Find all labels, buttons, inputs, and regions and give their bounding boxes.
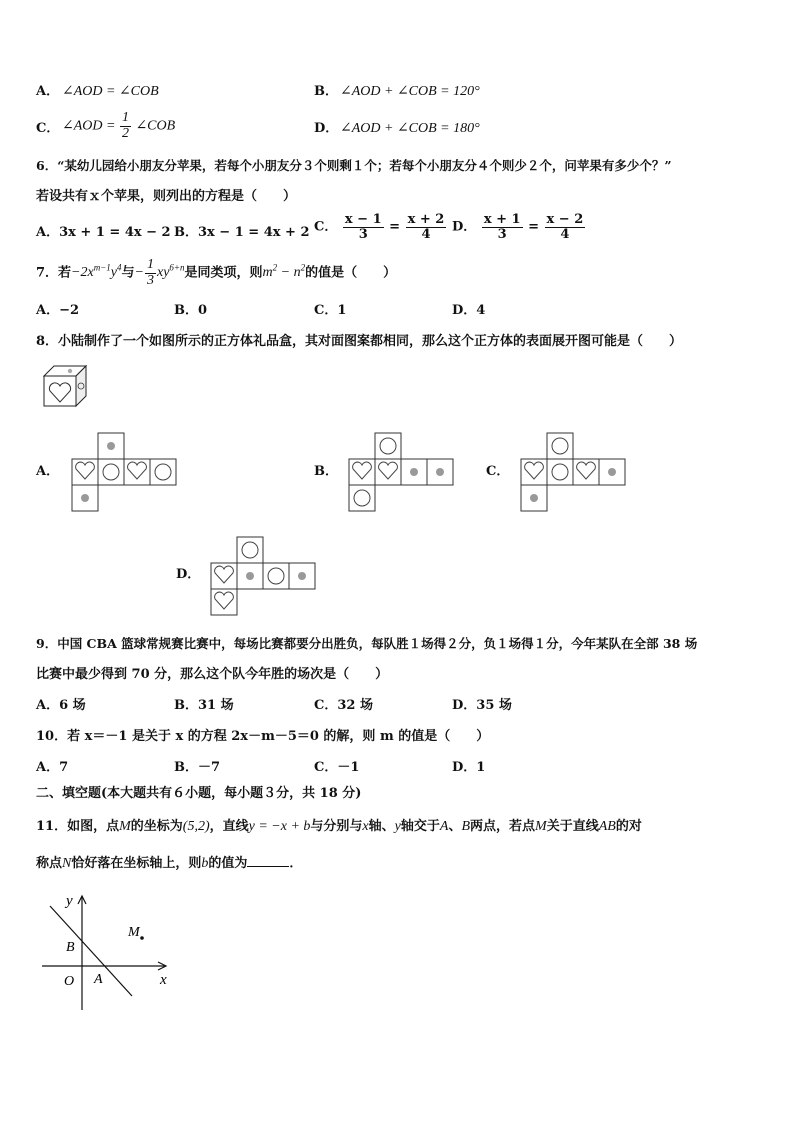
q9-stem-line1: 9．中国 CBA 篮球常规赛比赛中，每场比赛都要分出胜负，每队胜１场得２分，负１场得１分，今年某队在全部 38 场	[36, 636, 698, 651]
q10-option-a: A．7	[36, 760, 69, 775]
cube-net-d	[210, 536, 318, 616]
q7-option-a: A．−2	[36, 303, 80, 318]
q8-option-a-label: A．	[36, 464, 60, 479]
q10-option-b: B．－7	[174, 760, 221, 775]
q10-option-d: D．1	[452, 760, 486, 775]
q5-option-d-letter: D．	[314, 121, 339, 136]
point-m	[140, 936, 144, 940]
q6-option-a: A．3x + 1 = 4x − 2	[36, 225, 171, 240]
q8-option-d-label: D．	[176, 567, 201, 582]
q9-option-b: B．31 场	[174, 698, 234, 713]
sun-icon	[530, 494, 538, 502]
q6-option-b: B．3x − 1 = 4x + 2	[174, 225, 310, 240]
q9-option-d: D．35 场	[452, 698, 512, 713]
q9-option-a: A．6 场	[36, 698, 86, 713]
q5-option-c-letter: C．	[36, 121, 60, 136]
q6-option-c: C． $\frac{x - 1}{3}$ = $\frac{x + 2}{4}$	[314, 212, 445, 242]
cube-net-b	[348, 432, 456, 512]
q6-stem-line1: 6．“某幼儿园给小朋友分苹果，若每个小朋友分３个则剩１个；若每个小朋友分４个则少２个，问苹果有多少个？”	[36, 158, 672, 173]
sun-icon	[68, 369, 72, 373]
sun-icon	[436, 468, 444, 476]
sun-icon	[107, 442, 115, 450]
label-b: B	[66, 940, 75, 955]
label-x: x	[160, 972, 167, 988]
sun-icon	[608, 468, 616, 476]
q8-stem: 8．小陆制作了一个如图所示的正方体礼品盒，其对面图案都相同，那么这个正方体的表面展开图可能是（ ）	[36, 334, 683, 349]
cube-net-a	[71, 432, 179, 512]
answer-blank[interactable]	[247, 854, 289, 867]
section-title: 二、填空题(本大题共有６小题，每小题３分，共 18 分)	[36, 786, 362, 801]
q11-stem-line1: 11．如图，点M的坐标为(5,2)，直线y = −x + b与分别与x轴、y轴交于A、B两点，若点M关于直线AB的对	[36, 819, 642, 834]
fraction: $\frac{1}{2}$	[121, 110, 129, 141]
q5-option-b-letter: B．	[314, 84, 338, 99]
q8-option-b-label: B．	[314, 464, 338, 479]
sun-icon	[81, 494, 89, 502]
q7-stem: 7．若$-2x^{m-1}y^4$与− $\frac{1}{3}$ $xy^{6+n}$是同类项，则$m^2 - n^2$的值是（ ）	[36, 257, 397, 288]
q11-stem-line2: 称点N恰好落在坐标轴上，则b的值为 ．	[36, 856, 303, 871]
label-y: y	[66, 893, 73, 909]
q11-coordinate-figure	[36, 888, 176, 1016]
q7-option-c: C．1	[314, 303, 347, 318]
q6-stem-line2: 若设共有ｘ个苹果，则列出的方程是（ ）	[36, 189, 297, 204]
q7-option-d: D．4	[452, 303, 486, 318]
q6-option-d: D． $\frac{x + 1}{3}$ = $\frac{x - 2}{4}$	[452, 212, 584, 242]
label-m: M	[128, 925, 140, 940]
q10-stem: 10．若 x＝－1 是关于 x 的方程 2x－m－5＝0 的解，则 m 的值是（ ）	[36, 729, 490, 744]
q5-option-a: ∠AOD = ∠COB	[62, 84, 159, 99]
q5-option-b: ∠AOD + ∠COB = 120°	[340, 84, 480, 99]
sun-icon	[246, 572, 254, 580]
line-ab	[50, 906, 132, 996]
q5-option-d: ∠AOD + ∠COB = 180°	[340, 121, 480, 136]
sun-icon	[410, 468, 418, 476]
label-a: A	[94, 972, 103, 987]
q5-option-a-letter: A．	[36, 84, 60, 99]
q10-option-c: C．－1	[314, 760, 360, 775]
q8-option-c-label: C．	[486, 464, 510, 479]
q9-stem-line2: 比赛中最少得到 70 分，那么这个队今年胜的场次是（ ）	[36, 667, 389, 682]
gift-box-cube-figure	[42, 364, 88, 408]
label-o: O	[64, 974, 75, 989]
cube-net-c	[520, 432, 628, 512]
q9-option-c: C．32 场	[314, 698, 373, 713]
q5-option-c: ∠AOD = $\frac{1}{2}$ ∠COB	[62, 110, 176, 141]
sun-icon	[298, 572, 306, 580]
q7-option-b: B．0	[174, 303, 208, 318]
